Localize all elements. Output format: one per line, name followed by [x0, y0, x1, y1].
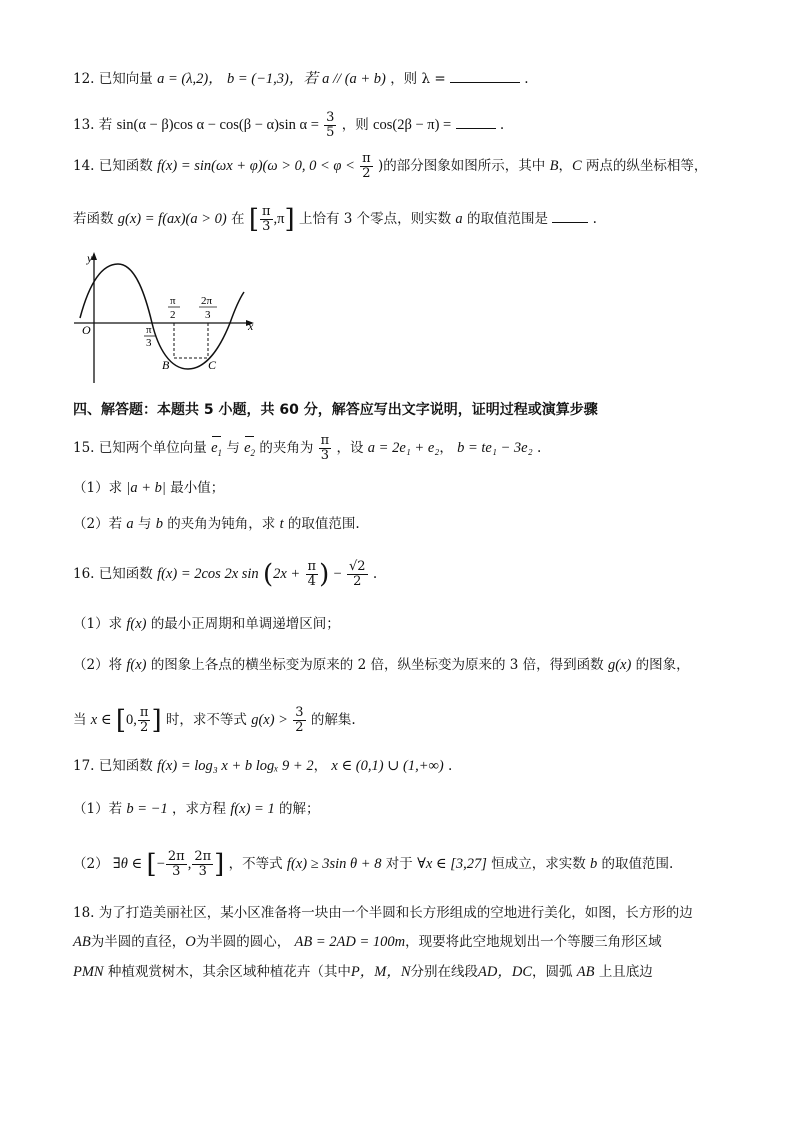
period: . — [372, 566, 378, 582]
numerator: 3 — [295, 705, 304, 720]
fraction-pi-2 — [138, 706, 151, 735]
right-bracket: ] — [284, 204, 295, 235]
question-text: ，则 — [341, 117, 369, 133]
right-bracket: ] — [214, 849, 225, 880]
part-text: 的图象上各点的横坐标变为原来的 2 倍，纵坐标变为原来的 3 倍，得到函数 — [150, 657, 604, 673]
point-C: C — [571, 158, 582, 174]
part-text: 最小值； — [170, 480, 225, 496]
b-value: b = −1 — [126, 801, 168, 817]
function-g-definition: g(x) = f(ax)(a > 0) — [117, 211, 227, 227]
arc-AB: AB — [576, 964, 595, 980]
question-15 — [73, 434, 541, 463]
minus-sign: − — [333, 566, 342, 582]
denominator: 2 — [362, 166, 371, 181]
function-definition: f(x) = sin(ωx + φ)(ω > 0, 0 < φ < — [157, 158, 355, 174]
numerator: π — [139, 705, 149, 720]
question-14-line-2 — [73, 205, 597, 234]
part-text: 的解； — [279, 801, 320, 817]
numerator: π — [320, 433, 330, 448]
part-text: 与 — [137, 516, 152, 532]
vector-a-expression: a = 2e₁ + e₂ — [367, 440, 440, 456]
part-label: （2）将 — [73, 657, 123, 673]
numerator: π — [307, 559, 317, 574]
question-16-part-1 — [73, 614, 340, 634]
vector-a-definition: a = (λ,2)， — [157, 71, 223, 87]
sine-curve — [80, 264, 244, 369]
inner-expression: 2x + — [273, 566, 301, 582]
function-f: f(x) — [126, 616, 147, 632]
fraction-pi-3 — [319, 434, 332, 463]
function-f: f(x) — [126, 657, 147, 673]
vector-e1 — [211, 438, 222, 463]
question-text: )的部分图象如图所示，其中 — [378, 158, 546, 174]
part-text: ，求方程 — [172, 801, 227, 817]
points-PMN: P，M，N — [350, 964, 411, 980]
question-14-line-1 — [73, 152, 707, 181]
e2-subscript: 2 — [250, 447, 256, 458]
answer-blank — [450, 82, 520, 83]
point-C-label: C — [208, 358, 217, 372]
numerator: 3 — [326, 110, 335, 125]
question-text: ，现要将此空地规划出一个等腰三角形区域 — [405, 934, 662, 950]
question-13 — [73, 111, 504, 140]
inequality: f(x) ≥ 3sin θ + 8 — [286, 856, 382, 872]
comma: ， — [558, 158, 572, 174]
x-in: x ∈ — [90, 712, 112, 728]
vector-b-definition: b = (−1,3)，若 — [226, 71, 318, 87]
part-text: 恒成立，求实数 — [491, 856, 586, 872]
origin-label: O — [82, 323, 91, 337]
part-text: ，不等式 — [228, 856, 283, 872]
part-text: 的取值范围. — [287, 516, 360, 532]
point-B: B — [549, 158, 559, 174]
magnitude-expression: |a + b| — [126, 480, 166, 496]
tick-pi-2-den: 2 — [170, 309, 176, 321]
inequality: g(x) > — [251, 712, 288, 728]
function-definition: f(x) = log₃ x + b logₓ 9 + 2 — [157, 758, 314, 774]
period: . — [524, 71, 529, 87]
part-label: （2） — [73, 856, 109, 872]
part-text: 的取值范围. — [601, 856, 674, 872]
question-text: 已知函数 — [98, 566, 153, 582]
denominator: 2 — [140, 720, 149, 735]
vector-b: b — [155, 516, 163, 532]
question-text: 分别在线段 — [410, 964, 479, 980]
question-12 — [73, 69, 529, 89]
period: . — [499, 117, 505, 133]
fraction-pi-4 — [306, 560, 319, 589]
question-15-part-1 — [73, 478, 224, 498]
comma: ， — [439, 440, 453, 456]
question-text: 已知向量 — [98, 71, 153, 87]
x-label: x — [248, 319, 254, 333]
part-text: 的夹角为钝角，求 — [167, 516, 276, 532]
part-text: 当 — [73, 712, 87, 728]
minus-sign: − — [156, 856, 165, 872]
answer-blank — [456, 128, 496, 129]
y-label: y — [87, 251, 93, 265]
question-text: ，圆弧 — [532, 964, 573, 980]
left-bracket: [ — [248, 204, 259, 235]
part-text: 的解集. — [310, 712, 356, 728]
fraction-3-2 — [293, 706, 305, 735]
part-text: 对于 — [385, 856, 413, 872]
part-label: （1）求 — [73, 616, 123, 632]
e2-letter: e — [244, 440, 251, 456]
tick-pi-3-num: π — [146, 324, 152, 336]
question-text: 已知函数 — [98, 158, 153, 174]
question-17 — [73, 756, 452, 776]
section-heading: 四、解答题：本题共 5 小题，共 60 分，解答应写出文字说明，证明过程或演算步骤 — [73, 402, 598, 418]
part-text: 的图象， — [635, 657, 690, 673]
question-number: 13. — [73, 117, 95, 133]
length-equation: AB = 2AD = 100m — [294, 934, 406, 950]
fraction-2pi-3 — [192, 850, 213, 879]
question-text: 的取值范围是 — [466, 211, 548, 227]
numerator: 2π — [167, 849, 185, 864]
triangle-PMN: PMN — [73, 964, 104, 980]
fraction-2pi-3 — [166, 850, 187, 879]
parallel-condition: a // (a + b) — [322, 71, 386, 87]
denominator: 2 — [295, 720, 304, 735]
target-expression: cos(2β − π) = — [373, 117, 452, 133]
left-bracket: [ — [146, 849, 157, 880]
right-paren: ) — [319, 559, 330, 590]
denominator: 3 — [198, 864, 207, 879]
question-18-line-2 — [73, 932, 662, 952]
vector-e2 — [244, 438, 255, 463]
segment-AB: AB — [73, 934, 91, 950]
fraction-pi-2 — [360, 152, 373, 181]
question-16-part-2 — [73, 655, 690, 675]
e1-letter: e — [211, 440, 218, 456]
left-bracket: [ — [115, 705, 127, 736]
denominator: 2 — [353, 574, 362, 589]
question-text: 为半圆的直径， — [90, 934, 186, 950]
denominator: 3 — [320, 448, 330, 463]
part-text: 的最小正周期和单调递增区间； — [150, 616, 340, 632]
question-text: 上且底边 — [598, 964, 653, 980]
question-text: 已知两个单位向量 — [98, 440, 207, 456]
right-bracket: ] — [151, 705, 162, 736]
comma: , — [187, 856, 192, 872]
question-17-part-2 — [73, 850, 673, 879]
center-O: O — [185, 934, 196, 950]
equation: f(x) = 1 — [230, 801, 275, 817]
answer-blank — [552, 222, 588, 223]
question-17-part-1 — [73, 799, 320, 819]
sine-graph — [70, 248, 270, 388]
question-16 — [73, 560, 377, 589]
trig-expression: sin(α − β)cos α − cos(β − α)sin α = — [116, 117, 319, 133]
vector-a: a — [126, 516, 134, 532]
part-label: （1）若 — [73, 801, 123, 817]
function-g: g(x) — [607, 657, 632, 673]
question-text: 在 — [231, 211, 245, 227]
fraction-pi-3 — [260, 205, 273, 234]
question-text: 种植观赏树木，其余区域种植花卉（其中 — [107, 964, 351, 980]
question-15-part-2 — [73, 514, 360, 534]
period: . — [592, 211, 597, 227]
tick-pi-3-den: 3 — [146, 337, 152, 349]
tick-2pi-3-num: 2π — [201, 295, 213, 307]
question-text: 已知函数 — [98, 758, 153, 774]
question-number: 15. — [73, 440, 95, 456]
variable-t: t — [279, 516, 284, 532]
vector-b-expression: b = te₁ − 3e₂ — [457, 440, 533, 456]
question-number: 18. — [73, 905, 95, 921]
question-text: 的夹角为 — [259, 440, 314, 456]
part-text: 时，求不等式 — [165, 712, 247, 728]
numerator: π — [362, 151, 371, 166]
question-18-line-1 — [73, 903, 693, 923]
function-definition: f(x) = 2cos 2x sin — [157, 566, 259, 582]
question-number: 16. — [73, 566, 95, 582]
question-text: 为了打造美丽社区，某小区准备将一块由一个半圆和长方形组成的空地进行美化，如图，长方形的边 — [98, 905, 693, 921]
numerator: √2 — [349, 559, 366, 574]
period: . — [447, 758, 453, 774]
question-text: 与 — [226, 440, 240, 456]
question-16-part-2-line-2 — [73, 706, 356, 735]
period: . — [536, 440, 542, 456]
part-label: （1）求 — [73, 480, 123, 496]
tick-2pi-3-den: 3 — [205, 309, 211, 321]
left-paren: ( — [262, 559, 274, 590]
question-text: ，则 λ = — [390, 71, 446, 87]
question-18-line-3 — [73, 962, 653, 982]
numerator: 2π — [194, 849, 212, 864]
question-text: 上恰有 3 个零点，则实数 — [298, 211, 452, 227]
forall-x: ∀x ∈ [3,27] — [417, 856, 487, 872]
numerator: π — [262, 204, 271, 219]
denominator: 5 — [326, 125, 335, 140]
question-number: 17. — [73, 758, 95, 774]
interval-end: ,π — [273, 211, 285, 227]
comma: ， — [313, 758, 328, 774]
question-text: 为半圆的圆心， — [195, 934, 291, 950]
question-number: 14. — [73, 158, 95, 174]
denominator: 3 — [172, 864, 181, 879]
part-label: （2）若 — [73, 516, 123, 532]
denominator: 3 — [262, 219, 271, 234]
interval-start: 0, — [126, 712, 137, 728]
question-text: ，设 — [336, 440, 364, 456]
denominator: 4 — [307, 574, 316, 589]
segments-AD-DC: AD，DC — [478, 964, 532, 980]
question-text: 若 — [98, 117, 113, 133]
fraction-3-5 — [324, 111, 336, 140]
point-B-label: B — [162, 358, 170, 372]
fraction-sqrt2-2 — [347, 560, 368, 589]
e1-subscript: 1 — [217, 447, 223, 458]
exists-theta: ∃θ ∈ — [112, 856, 143, 872]
question-text: 若函数 — [73, 211, 114, 227]
variable-a: a — [455, 211, 463, 227]
tick-pi-2-num: π — [170, 295, 176, 307]
domain: x ∈ (0,1) ∪ (1,+∞) — [331, 758, 444, 774]
question-text: 两点的纵坐标相等， — [585, 158, 708, 174]
variable-b: b — [590, 856, 598, 872]
question-number: 12. — [73, 71, 95, 87]
